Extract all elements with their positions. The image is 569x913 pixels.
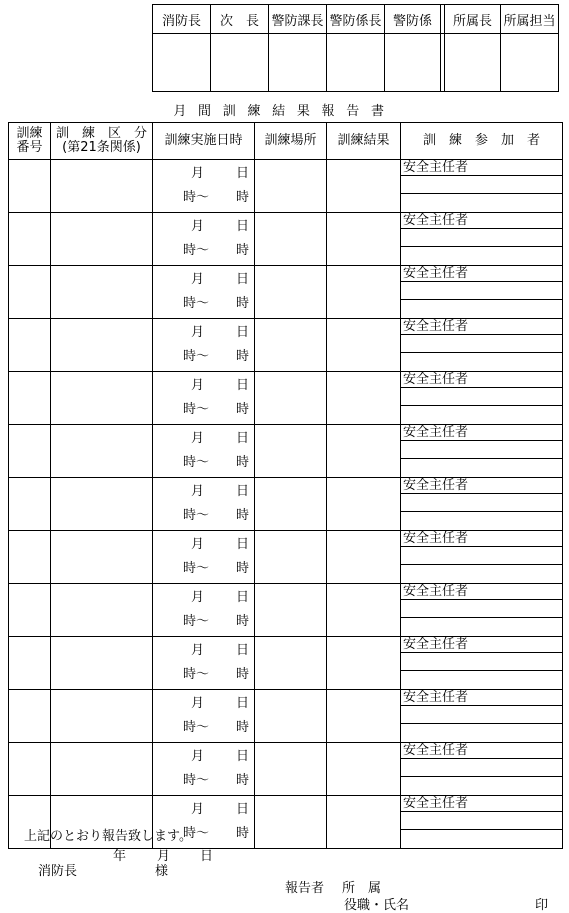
table-row [9,584,563,637]
cell-place[interactable] [255,796,327,849]
hour-from-label: 時～ [183,296,210,311]
cell-participants[interactable] [401,796,563,849]
hour-from-label: 時～ [183,243,210,258]
cell-category[interactable] [51,160,153,213]
participant-line [401,229,562,247]
hour-to-label: 時 [236,508,250,523]
hour-to-label: 時 [236,190,250,205]
participant-line [401,388,562,406]
date-line [153,162,254,186]
cell-participants[interactable] [401,690,563,743]
hour-to-label: 時 [236,296,250,311]
cell-result[interactable] [327,690,401,743]
cell-place[interactable] [255,531,327,584]
date-line [153,374,254,398]
time-line [153,663,254,687]
cell-category[interactable] [51,372,153,425]
time-line [153,610,254,634]
month-label: 月 [191,802,205,817]
stamp-box[interactable] [327,34,385,92]
safety-officer-label: 安全主任者 [401,478,562,494]
day-label: 日 [236,219,250,234]
month-label: 月 [191,272,205,287]
cell-result[interactable] [327,478,401,531]
hour-to-label: 時 [236,773,250,788]
participant-line [401,176,562,194]
safety-officer-label: 安全主任者 [401,160,562,176]
hour-to-label: 時 [236,826,250,841]
cell-number[interactable] [9,743,51,796]
date-line [153,533,254,557]
cell-result[interactable] [327,372,401,425]
safety-officer-label: 安全主任者 [401,796,562,812]
hour-from-label: 時～ [183,508,210,523]
month-label: 月 [191,378,205,393]
cell-result[interactable] [327,160,401,213]
safety-officer-label: 安全主任者 [401,637,562,653]
time-line [153,716,254,740]
date-line [153,798,254,822]
cell-participants[interactable] [401,372,563,425]
cell-result[interactable] [327,319,401,372]
month-label: 月 [191,590,205,605]
cell-number[interactable] [9,531,51,584]
cell-datetime[interactable] [153,690,255,743]
cell-number[interactable] [9,266,51,319]
safety-officer-label: 安全主任者 [401,372,562,388]
cell-participants[interactable] [401,531,563,584]
table-row [9,319,563,372]
day-label: 日 [236,643,250,658]
participant-line [401,282,562,300]
month-label: 月 [191,325,205,340]
hour-to-label: 時 [236,455,250,470]
footer-affiliation-label: 所 属 [342,881,382,896]
training-report-table [8,122,563,849]
cell-number[interactable] [9,425,51,478]
cell-result[interactable] [327,425,401,478]
day-label: 日 [236,696,250,711]
hour-from-label: 時～ [183,614,210,629]
date-line [153,427,254,451]
hour-from-label: 時～ [183,455,210,470]
stamp-box[interactable] [501,34,559,92]
participant-line [401,706,562,724]
cell-number[interactable] [9,637,51,690]
time-line [153,345,254,369]
cell-category[interactable] [51,690,153,743]
month-label: 月 [191,537,205,552]
approval-stamp-row [153,34,559,92]
cell-participants[interactable] [401,213,563,266]
time-line [153,398,254,422]
footer-honorific: 様 [155,864,169,879]
hour-from-label: 時～ [183,773,210,788]
table-row [9,213,563,266]
cell-place[interactable] [255,266,327,319]
table-row [9,478,563,531]
cell-place[interactable] [255,160,327,213]
cell-category[interactable] [51,637,153,690]
safety-officer-label: 安全主任者 [401,213,562,229]
safety-officer-label: 安全主任者 [401,266,562,282]
footer-statement: 上記のとおり報告致します。 [24,829,192,844]
month-label: 月 [191,219,205,234]
stamp-box[interactable] [385,34,441,92]
time-line [153,451,254,475]
hour-to-label: 時 [236,402,250,417]
stamp-box[interactable] [211,34,269,92]
stamp-box[interactable] [445,34,501,92]
footer-day-label: 日 [200,849,214,864]
stamp-box[interactable] [269,34,327,92]
date-line [153,215,254,239]
cell-participants[interactable] [401,478,563,531]
month-label: 月 [191,484,205,499]
cell-category[interactable] [51,531,153,584]
day-label: 日 [236,484,250,499]
cell-participants[interactable] [401,637,563,690]
table-row [9,372,563,425]
cell-category[interactable] [51,319,153,372]
hour-from-label: 時～ [183,720,210,735]
footer-position-name-label: 役職・氏名 [344,898,410,913]
cell-result[interactable] [327,213,401,266]
participant-line [401,759,562,777]
cell-number[interactable] [9,478,51,531]
month-label: 月 [191,749,205,764]
cell-number[interactable] [9,690,51,743]
cell-place[interactable] [255,743,327,796]
approval-header-fire-chief: 消防長 [153,5,211,34]
approval-header-unit-staff: 所属担当 [501,5,559,34]
day-label: 日 [236,272,250,287]
date-line [153,268,254,292]
cell-participants[interactable] [401,266,563,319]
table-row [9,531,563,584]
date-line [153,480,254,504]
hour-to-label: 時 [236,720,250,735]
participant-line [401,600,562,618]
header-category-line2: (第21条関係) [62,140,141,155]
month-label: 月 [191,696,205,711]
day-label: 日 [236,537,250,552]
participant-line [401,441,562,459]
footer-addressee: 消防長 [38,864,78,879]
cell-category[interactable] [51,584,153,637]
header-participants: 訓 練 参 加 者 [401,123,563,160]
cell-number[interactable] [9,319,51,372]
date-line [153,745,254,769]
approval-header-deputy-chief: 次 長 [211,5,269,34]
month-label: 月 [191,431,205,446]
cell-place[interactable] [255,584,327,637]
cell-participants[interactable] [401,160,563,213]
cell-place[interactable] [255,478,327,531]
cell-datetime[interactable] [153,372,255,425]
approval-header-unit-head: 所属長 [445,5,501,34]
page-title: 月間訓練結果報告書 [173,104,396,119]
header-result: 訓練結果 [327,123,401,160]
safety-officer-label: 安全主任者 [401,690,562,706]
cell-place[interactable] [255,637,327,690]
table-header-row [9,123,563,160]
day-label: 日 [236,325,250,340]
date-line [153,639,254,663]
table-row [9,637,563,690]
hour-from-label: 時～ [183,826,210,841]
hour-to-label: 時 [236,667,250,682]
footer-seal: 印 [535,898,549,913]
hour-to-label: 時 [236,349,250,364]
hour-to-label: 時 [236,561,250,576]
table-row [9,690,563,743]
hour-to-label: 時 [236,614,250,629]
hour-from-label: 時～ [183,561,210,576]
time-line [153,186,254,210]
header-category [51,123,153,160]
stamp-box[interactable] [153,34,211,92]
approval-header-staff: 警防係 [385,5,441,34]
month-label: 月 [191,166,205,181]
hour-from-label: 時～ [183,667,210,682]
cell-category[interactable] [51,266,153,319]
date-line [153,692,254,716]
time-line [153,769,254,793]
safety-officer-label: 安全主任者 [401,531,562,547]
safety-officer-label: 安全主任者 [401,319,562,335]
cell-category[interactable] [51,213,153,266]
hour-to-label: 時 [236,243,250,258]
day-label: 日 [236,590,250,605]
date-line [153,586,254,610]
cell-datetime[interactable] [153,425,255,478]
footer-month-label: 月 [157,849,171,864]
cell-datetime[interactable] [153,531,255,584]
header-number-line2: 番号 [16,140,43,155]
approval-stamp-table [152,4,559,92]
day-label: 日 [236,378,250,393]
safety-officer-label: 安全主任者 [401,425,562,441]
time-line [153,292,254,316]
cell-datetime[interactable] [153,637,255,690]
month-label: 月 [191,643,205,658]
time-line [153,504,254,528]
cell-datetime[interactable] [153,584,255,637]
cell-datetime[interactable] [153,213,255,266]
cell-place[interactable] [255,425,327,478]
cell-number[interactable] [9,213,51,266]
participant-line [401,547,562,565]
cell-datetime[interactable] [153,266,255,319]
cell-datetime[interactable] [153,743,255,796]
cell-number[interactable] [9,160,51,213]
hour-from-label: 時～ [183,190,210,205]
cell-result[interactable] [327,531,401,584]
cell-category[interactable] [51,743,153,796]
footer-year-label: 年 [113,849,127,864]
header-category-line1: 訓 練 区 分 [55,126,147,141]
cell-place[interactable] [255,372,327,425]
hour-from-label: 時～ [183,349,210,364]
approval-header-row [153,5,559,34]
day-label: 日 [236,431,250,446]
table-row [9,743,563,796]
cell-number[interactable] [9,372,51,425]
cell-participants[interactable] [401,319,563,372]
header-number [9,123,51,160]
cell-participants[interactable] [401,584,563,637]
time-line [153,557,254,581]
cell-result[interactable] [327,637,401,690]
cell-result[interactable] [327,796,401,849]
cell-place[interactable] [255,319,327,372]
header-datetime: 訓練実施日時 [153,123,255,160]
header-number-line1: 訓練 [16,126,43,141]
table-body [9,160,563,849]
day-label: 日 [236,749,250,764]
table-row [9,266,563,319]
header-place: 訓練場所 [255,123,327,160]
cell-result[interactable] [327,743,401,796]
date-line [153,321,254,345]
cell-place[interactable] [255,690,327,743]
cell-participants[interactable] [401,743,563,796]
time-line [153,239,254,263]
cell-participants[interactable] [401,425,563,478]
cell-category[interactable] [51,425,153,478]
participant-line [401,812,562,830]
cell-datetime[interactable] [153,160,255,213]
day-label: 日 [236,802,250,817]
cell-datetime[interactable] [153,319,255,372]
cell-result[interactable] [327,584,401,637]
table-row [9,160,563,213]
participant-line [401,335,562,353]
safety-officer-label: 安全主任者 [401,743,562,759]
hour-from-label: 時～ [183,402,210,417]
cell-category[interactable] [51,478,153,531]
cell-result[interactable] [327,266,401,319]
participant-line [401,653,562,671]
safety-officer-label: 安全主任者 [401,584,562,600]
cell-number[interactable] [9,584,51,637]
day-label: 日 [236,166,250,181]
cell-datetime[interactable] [153,478,255,531]
cell-place[interactable] [255,213,327,266]
footer-reporter-label: 報告者 [285,881,325,896]
table-row [9,425,563,478]
approval-header-section-chief: 警防課長 [269,5,327,34]
approval-header-subsection-chief: 警防係長 [327,5,385,34]
participant-line [401,494,562,512]
